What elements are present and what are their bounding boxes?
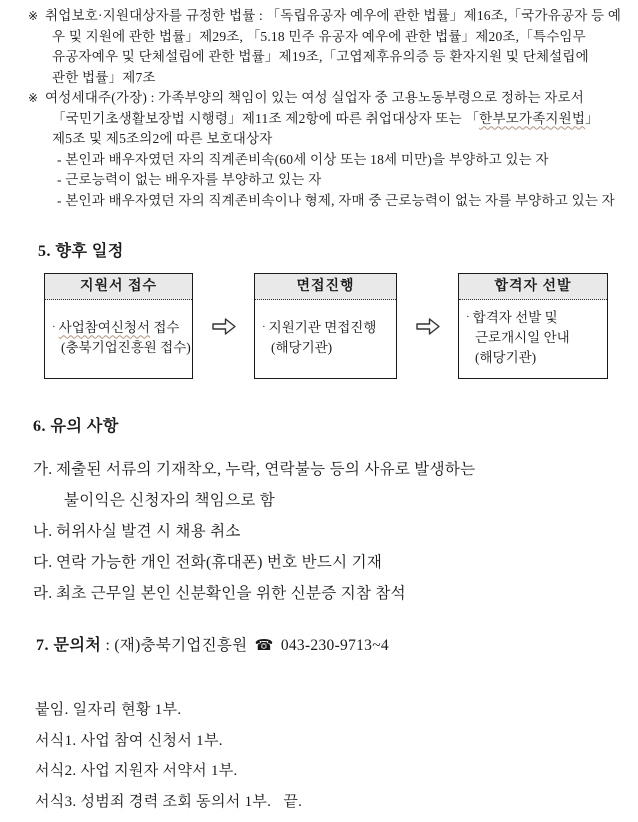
note-line: 여성세대주(가장) : 가족부양의 책임이 있는 여성 실업자 중 고용노동부령으로 정하는 자로서 bbox=[45, 90, 585, 105]
note-line: 제5조 및 제5조의2에 따른 보호대상자 bbox=[52, 131, 273, 146]
telephone-icon: ☎ bbox=[254, 636, 274, 654]
flow-step-interview bbox=[254, 273, 397, 379]
note-dash-item: - 근로능력이 없는 배우자를 부양하고 있는 자 bbox=[57, 172, 322, 187]
caution-item-label: 나. bbox=[33, 523, 53, 540]
note-line-text: 「국민기초생활보장법 시행령」제11조 제2항에 따른 취업대상자 또는 「 bbox=[52, 110, 480, 126]
flow-arrow-icon bbox=[212, 317, 236, 336]
section-heading-cautions: 6. 유의 사항 bbox=[33, 418, 119, 435]
attachments-list bbox=[35, 695, 302, 817]
flow-step-line: (충북기업진흥원 접수) bbox=[61, 339, 191, 355]
flow-step-line: (해당기관) bbox=[271, 339, 333, 355]
contact-section bbox=[36, 634, 389, 657]
caution-item-text: 불이익은 신청자의 책임으로 함 bbox=[64, 492, 276, 509]
contact-separator: : bbox=[101, 637, 115, 654]
note-dash-item: - 본인과 배우자였던 자의 직계존비속이나 형제, 자매 중 근로능력이 없는 자를 부양하고 있는 자 bbox=[57, 192, 615, 208]
flow-step-line bbox=[466, 307, 603, 328]
note-line-text: 」 bbox=[585, 110, 599, 126]
note-line: 우 및 지원에 관한 법률」제29조, 「5.18 민주 유공자 예우에 관한 법률」제20조,「특수임무 bbox=[52, 28, 586, 44]
caution-item-text: 연락 가능한 개인 전화(휴대폰) 번호 반드시 기재 bbox=[56, 554, 383, 571]
form-name-spellcheck-underline: 사업참여신청서 bbox=[58, 319, 150, 335]
attachment-line: 서식3. 성범죄 경력 조회 동의서 1부. 끝. bbox=[35, 793, 303, 810]
flow-arrow-icon bbox=[416, 317, 440, 336]
flow-step-line bbox=[52, 317, 188, 338]
section-heading-schedule: 5. 향후 일정 bbox=[38, 243, 124, 260]
flow-step-selection bbox=[458, 273, 608, 379]
reference-mark-icon: ※ bbox=[28, 91, 39, 105]
contact-phone-number: 043-230-9713~4 bbox=[280, 637, 389, 654]
flow-step-line: (해당기관) bbox=[475, 349, 537, 365]
note-line: 취업보호·지원대상자를 규정한 법률 : 「독립유공자 예우에 관한 법률」제16조,「국가유공자 등 예 bbox=[45, 8, 622, 23]
flow-step-title: 지원서 접수 bbox=[45, 274, 192, 300]
reference-notes bbox=[28, 6, 622, 211]
bullet-dot-icon: · bbox=[466, 310, 470, 323]
caution-item-text: 허위사실 발견 시 채용 취소 bbox=[56, 523, 241, 540]
note-line: 유공자예우 및 단체설립에 관한 법률」제19조,「고엽제후유의증 등 환자지원 및 단체설립에 bbox=[52, 49, 589, 64]
caution-item bbox=[33, 578, 613, 609]
schedule-flowchart bbox=[44, 273, 608, 379]
caution-item bbox=[33, 547, 613, 578]
attachment-line: 붙임. 일자리 현황 1부. bbox=[35, 702, 182, 718]
flow-step-line: 근로개시일 안내 bbox=[475, 329, 570, 345]
flow-step-application bbox=[44, 273, 193, 379]
section-heading-contact: 7. 문의처 bbox=[36, 637, 102, 654]
caution-item bbox=[33, 454, 613, 516]
note-line: 관한 법률」제7조 bbox=[52, 69, 156, 85]
caution-item-label: 가. bbox=[33, 461, 53, 478]
attachment-line: 서식2. 사업 지원자 서약서 1부. bbox=[35, 763, 238, 779]
caution-item-text: 제출된 서류의 기재착오, 누락, 연락불능 등의 사유로 발생하는 bbox=[56, 461, 476, 478]
note-employment-protection bbox=[28, 6, 622, 88]
note-dash-item: - 본인과 배우자였던 자의 직계존비속(60세 이상 또는 18세 미만)을 부양하고 있는 자 bbox=[57, 151, 549, 167]
flow-step-line-text: 접수 bbox=[149, 319, 180, 335]
bullet-dot-icon: · bbox=[52, 320, 56, 333]
flow-step-title: 합격자 선발 bbox=[459, 274, 607, 300]
law-name-spellcheck-underline: 한부모가족지원법 bbox=[479, 110, 586, 126]
caution-item bbox=[33, 516, 613, 547]
flow-step-line-text: 지원기관 면접진행 bbox=[268, 319, 377, 335]
flow-step-title: 면접진행 bbox=[255, 274, 396, 300]
flow-step-line bbox=[262, 317, 392, 338]
caution-item-text: 최초 근무일 본인 신분확인을 위한 신분증 지참 참석 bbox=[56, 585, 406, 602]
flow-step-line-text: 합격자 선발 및 bbox=[472, 309, 558, 325]
note-female-head-of-household bbox=[28, 88, 614, 211]
cautions-section bbox=[33, 416, 613, 609]
bullet-dot-icon: · bbox=[262, 320, 266, 333]
reference-mark-icon: ※ bbox=[28, 9, 39, 23]
caution-item-label: 라. bbox=[33, 585, 53, 602]
caution-item-label: 다. bbox=[33, 554, 53, 571]
contact-organization: (재)충북기업진흥원 bbox=[114, 637, 248, 654]
note-line bbox=[45, 109, 615, 130]
attachment-line: 서식1. 사업 참여 신청서 1부. bbox=[35, 732, 223, 749]
